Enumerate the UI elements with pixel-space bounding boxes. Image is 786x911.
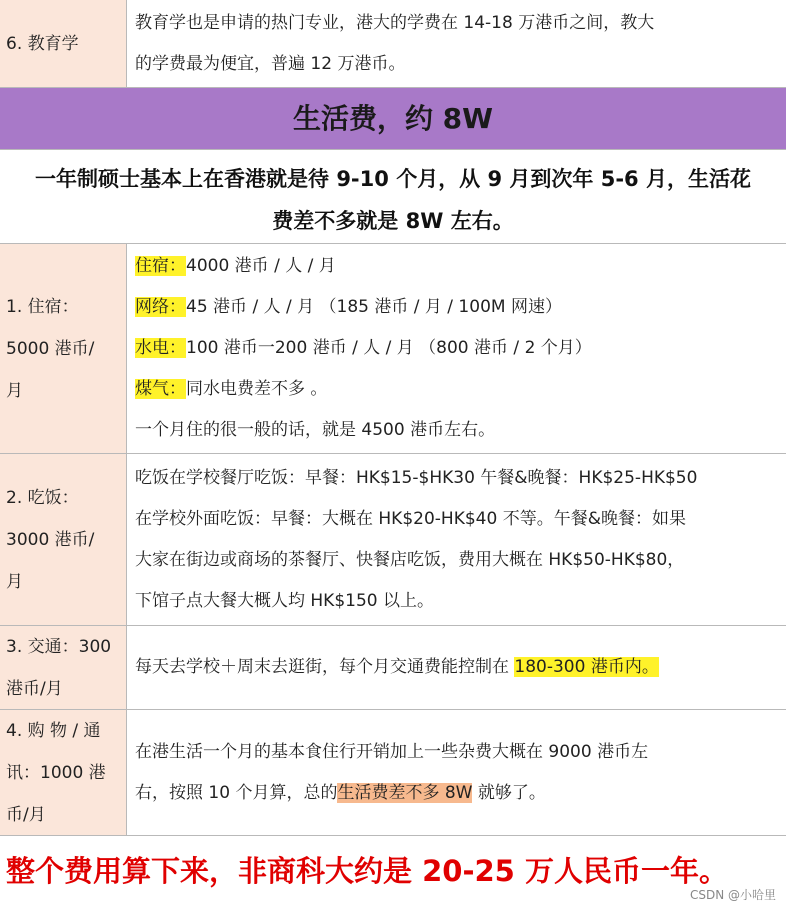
housing-key: 煤气： (135, 379, 186, 399)
housing-item-gas (135, 369, 786, 410)
shopping-line-2 (135, 773, 786, 814)
transport-label-line: 港币/月 (6, 678, 63, 699)
housing-label-line: 5000 港币/ (6, 338, 95, 359)
housing-value: 4000 港币 / 人 / 月 (186, 256, 336, 276)
shopping-text-pre: 右，按照 10 个月算，总的 (135, 782, 338, 803)
watermark: CSDN @小哈里 (689, 888, 776, 902)
transport-highlight: 180-300 港币内。 (514, 657, 659, 677)
shopping-text-post: 就够了。 (472, 782, 546, 803)
housing-value: 同水电费差不多 。 (186, 379, 328, 399)
food-row (0, 454, 786, 626)
transport-text: 每天去学校＋周末去逛街，每个月交通费能控制在 (135, 657, 515, 677)
housing-item-utilities (135, 328, 786, 369)
housing-value: 100 港币一200 港币 / 人 / 月 （800 港币 / 2 个月） (186, 338, 592, 358)
education-row (0, 0, 786, 88)
food-line: 大家在街边或商场的茶餐厅、快餐店吃饭，费用大概在 HK$50-HK$80， (135, 549, 685, 570)
shopping-line-1: 在港生活一个月的基本食住行开销加上一些杂费大概在 9000 港币左 (135, 741, 649, 762)
education-text-cell (127, 0, 786, 87)
shopping-label-line: 讯：1000 港 (6, 762, 106, 783)
housing-label-line: 1. 住宿： (6, 296, 79, 317)
housing-key: 水电： (135, 338, 186, 358)
transport-line (135, 647, 786, 688)
transport-text-cell (127, 626, 786, 709)
living-cost-title: 生活费，约 8W (292, 102, 494, 135)
transport-label-cell (0, 626, 127, 709)
intro-line-1: 一年制硕士基本上在香港就是待 9-10 个月，从 9 月到次年 5-6 月，生活花 (35, 167, 751, 191)
housing-item-rent (135, 246, 786, 287)
shopping-label-cell (0, 710, 127, 835)
shopping-highlight: 生活费差不多 8W (337, 782, 473, 803)
shopping-label-line: 币/月 (6, 804, 46, 825)
education-line-1: 教育学也是申请的热门专业，港大的学费在 14-18 万港币之间，教大 (135, 12, 655, 33)
food-line: 在学校外面吃饭：早餐：大概在 HK$20-HK$40 不等。午餐&晚餐：如果 (135, 508, 686, 529)
food-line: 下馆子点大餐大概人均 HK$150 以上。 (135, 590, 435, 611)
education-label-cell (0, 0, 127, 87)
housing-row (0, 244, 786, 454)
transport-label-line: 3. 交通：300 (6, 636, 112, 657)
food-text-cell (127, 454, 786, 625)
food-line: 吃饭在学校餐厅吃饭：早餐：HK$15-$HK30 午餐&晚餐：HK$25-HK$50 (135, 467, 698, 488)
shopping-label-line: 4. 购 物 / 通 (6, 720, 101, 741)
housing-key: 网络： (135, 297, 186, 317)
housing-summary: 一个月住的很一般的话，就是 4500 港币左右。 (135, 420, 496, 440)
housing-text-cell (127, 244, 786, 453)
intro-block (0, 150, 786, 244)
shopping-row (0, 710, 786, 836)
housing-value: 45 港币 / 人 / 月 （185 港币 / 月 / 100M 网速） (186, 297, 562, 317)
transport-row (0, 626, 786, 710)
housing-label-cell (0, 244, 127, 453)
housing-key: 住宿： (135, 256, 186, 276)
living-cost-banner (0, 88, 786, 150)
total-summary: 整个费用算下来，非商科大约是 20-25 万人民币一年。 (6, 854, 728, 888)
education-label: 6. 教育学 (6, 33, 79, 54)
intro-line-2: 费差不多就是 8W 左右。 (272, 209, 514, 233)
education-line-2: 的学费最为便宜，普遍 12 万港币。 (135, 53, 406, 74)
food-label-line: 2. 吃饭： (6, 487, 79, 508)
food-label-line: 月 (6, 571, 23, 592)
housing-item-internet (135, 287, 786, 328)
shopping-text-cell (127, 710, 786, 835)
housing-label-line: 月 (6, 380, 23, 401)
food-label-cell (0, 454, 127, 625)
food-label-line: 3000 港币/ (6, 529, 95, 550)
